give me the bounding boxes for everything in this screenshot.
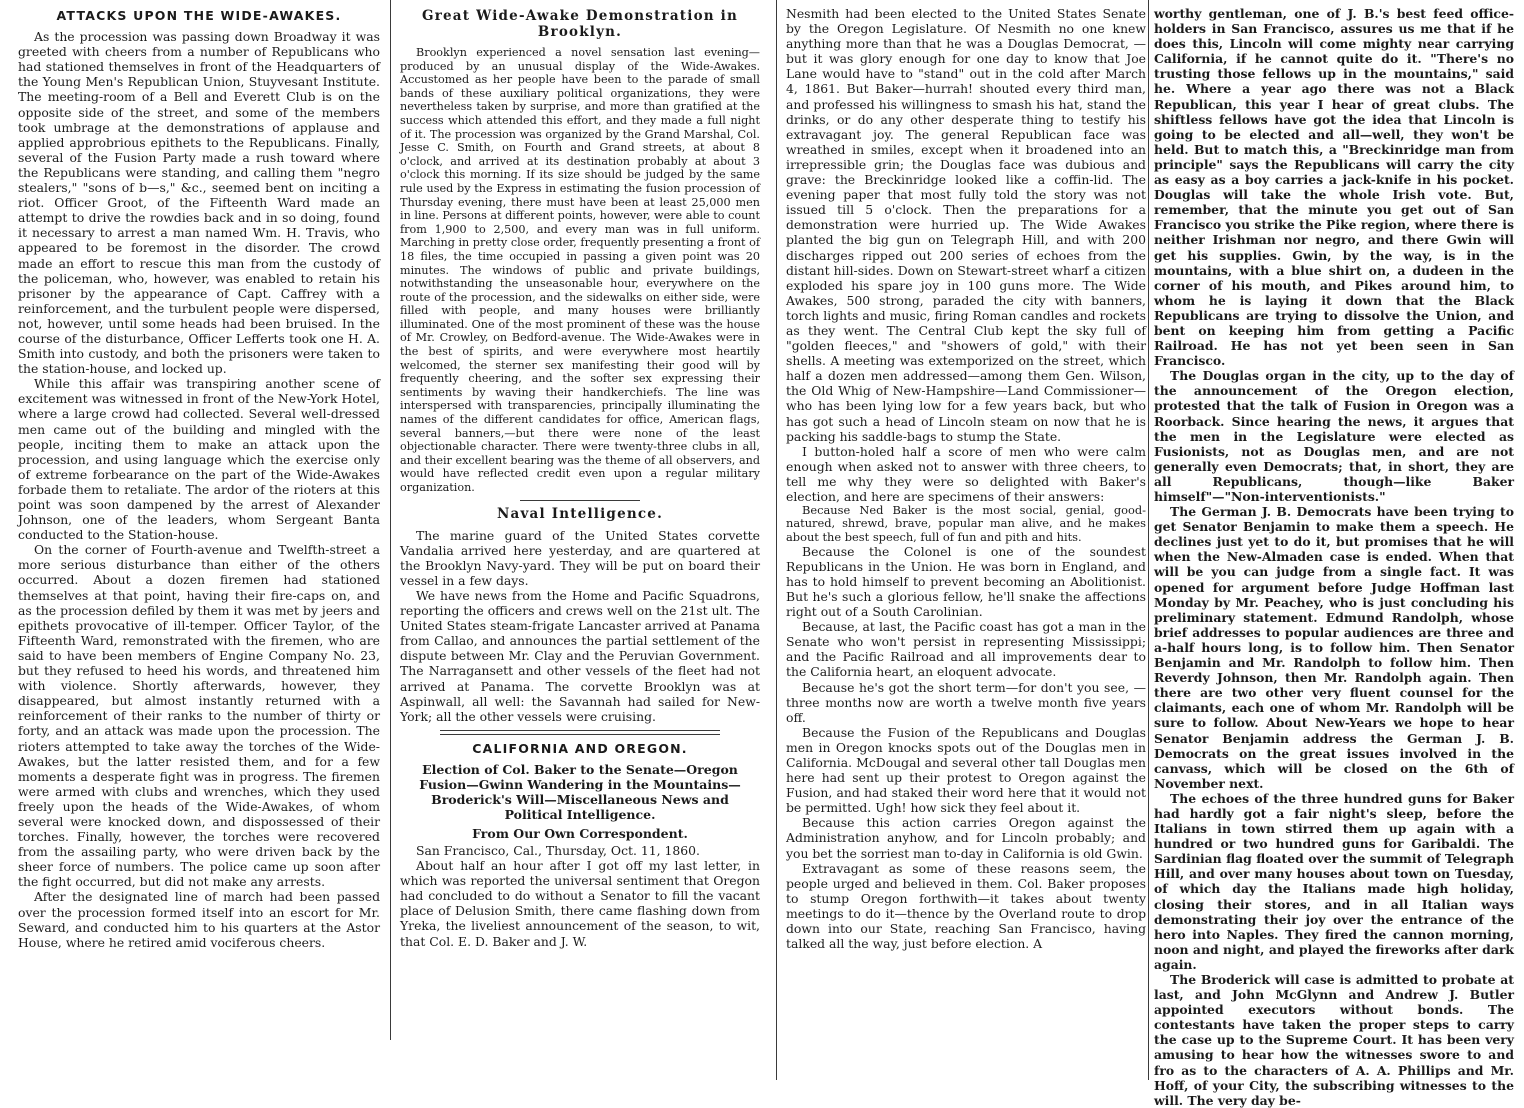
- column-2: [400, 6, 760, 1076]
- article-heading: Naval Intelligence.: [496, 505, 663, 522]
- article-heading: CALIFORNIA AND OREGON.: [472, 740, 688, 756]
- article-heading: ATTACKS UPON THE WIDE-AWAKES.: [56, 8, 342, 23]
- column-rule: [776, 0, 777, 1080]
- paragraph: After the designated line of march had been passed over the procession formed itself into an escort for Mr. Seward, and conducted him to his quarters at the Astor House, where he retired amid vociferous cheers.: [18, 889, 380, 950]
- paragraph: Because, at last, the Pacific coast has got a man in the Senate who won't persist in representing Mississippi; and the Pacific Railroad and all improvements dear to the California heart, an eloquent advocate.: [786, 619, 1146, 680]
- column-rule: [1148, 0, 1149, 1080]
- paragraph: Because the Fusion of the Republicans and Douglas men in Oregon knocks spots out of the Douglas men in California. McDougal and several other tall Douglas men here had sent up their protest to Oregon against the Fusion, and had staked their word here that it would not be permitted. Ugh! how sick they feel about it.: [786, 724, 1146, 816]
- paragraph: The German J. B. Democrats have been trying to get Senator Benjamin to make them a speech. He declines just yet to do it, but promises that he will when the New-Almaden case is ended. When that will be you can judge from a single fact. It was opened for argument before Judge Hoffman last Monday by Mr. Peachey, who is just concluding his preliminary statement. Edmund Randolph, whose brief addresses to popular audiences are three and a-half hours long, is to follow him. Then Senator Benjamin and Mr. Randolph to follow him. Then Reverdy Johnson, then Mr. Randolph again. Then there are two other very fluent counsel for the claimants, each one of whom Mr. Randolph will be sure to follow. About New-Years we hope to hear Senator Benjamin address the German J. B. Democrats on the great issues involved in the canvass, which will be closed on the 6th of November next.: [1154, 504, 1514, 791]
- paragraph: Nesmith had been elected to the United States Senate by the Oregon Legislature. Of Nesmith no one knew anything more than that he was a Douglas Democrat, —but it was glory enough for one day to know that Joe Lane would have to "stand" out in the cold after March 4, 1861. But Baker—hurrah! shouted every third man, and professed his willingness to smash his hat, stand the drinks, or do any other desperate thing to testify his extravagant joy. The general Republican face was wreathed in smiles, except when it broadened into an irrepressible grin; the Douglas face was dubious and grave: the Breckinridge looked like a coffin-lid. The evening paper that most fully told the story was not issued till 5 o'clock. Then the preparations for a demonstration were hurried up. The Wide Awakes planted the big gun on Telegraph Hill, and with 200 discharges ripped out 200 series of echoes from the distant hill-sides. Down on Stewart-street wharf a citizen exploded his spare joy in 100 guns more. The Wide Awakes, 500 strong, paraded the city with banners, torch lights and music, firing Roman candles and rockets as they went. The Central Club kept the sky full of "golden fleeces," and "showers of gold," with their shells. A meeting was extemporized on the street, which half a dozen men addressed—among them Gen. Wilson, the Old Whig of New-Hampshire—Land Commissioner—who has been lying low for a few years back, but who has got such a head of Lincoln steam on now that he is packing his saddle-bags to stump the State.: [786, 6, 1146, 444]
- divider: [520, 500, 640, 501]
- paragraph: The Broderick will case is admitted to probate at last, and John McGlynn and Andrew J. Butler appointed executors without bonds. The contestants have taken the proper steps to carry the case up to the Supreme Court. It has been very amusing to hear how the witnesses swore to and fro as to the characters of A. A. Phillips and Mr. Hoff, of your City, the subscribing witnesses to the will. The very day be-: [1154, 972, 1514, 1108]
- column-1: [18, 6, 380, 1076]
- article-subheading: Election of Col. Baker to the Senate—Oregon Fusion—Gwinn Wandering in the Mountains—Broderick's Will—Miscellaneous News and Political Intelligence.: [419, 761, 741, 822]
- paragraph: Because the Colonel is one of the soundest Republicans in the Union. He was born in England, and has to hold himself to prevent becoming an Abolitionist. But he's such a glorious fellow, he'll snake the affections right out of a South Carolinian.: [786, 543, 1146, 620]
- column-3: [786, 6, 1146, 1076]
- column-rule: [390, 0, 391, 1040]
- paragraph: worthy gentleman, one of J. B.'s best feed office-holders in San Francisco, assures us me that if he does this, Lincoln will come mighty near carrying California, if he cannot quite do it. "There's no trusting those fellows up in the mountains," said he. Where a year ago there was not a Black Republican, this year I hear of great clubs. The shiftless fellows have got the idea that Lincoln is going to be elected and all—well, they won't be held. But to match this, a "Breckinridge man from principle" says the Republicans will carry the city as easy as a boy carries a jack-knife in his pocket. Douglas will take the whole Irish vote. But, remember, that the minute you get out of San Francisco you strike the Pike region, where there is neither Irishman nor negro, and there Gwin will get his supplies. Gwin, by the way, is in the mountains, with a blue shirt on, a dudeen in the corner of his mouth, and Pikes around him, to whom he is laying it down that the Black Republicans are trying to dissolve the Union, and bent on keeping him from getting a Pacific Railroad. He has not yet been seen in San Francisco.: [1154, 6, 1514, 369]
- paragraph: The echoes of the three hundred guns for Baker had hardly got a fair night's sleep, before the Italians in town stirred them up again with a hundred or two hundred guns for Garibaldi. The Sardinian flag floated over the summit of Telegraph Hill, and over many houses about town on Tuesday, of which day the Italians made high holiday, closing their stores, and in all Italian ways demonstrating their joy over the entrance of the hero into Naples. They fired the cannon morning, noon and night, and played the fireworks after dark again.: [1154, 790, 1514, 972]
- paragraph: About half an hour after I got off my last letter, in which was reported the universal sentiment that Oregon had concluded to do without a Senator to fill the vacant place of Delusion Smith, there came flashing down from Yreka, the liveliest announcement of the season, to wit, that Col. E. D. Baker and J. W.: [400, 858, 760, 949]
- paragraph: The marine guard of the United States corvette Vandalia arrived here yesterday, and are quartered at the Brooklyn Navy-yard. They will be put on board their vessel in a few days.: [400, 527, 760, 588]
- column-4: [1154, 6, 1514, 1108]
- paragraph: Because this action carries Oregon against the Administration anyhow, and for Lincoln probably; and you bet the sorriest man to-day in California is old Gwin.: [786, 815, 1146, 861]
- divider: [440, 730, 720, 735]
- paragraph: Brooklyn experienced a novel sensation last evening—produced by an unusual display of the Wide-Awakes. Accustomed as her people have been to the parade of small bands of these auxiliary political organizations, they were nevertheless taken by surprise, and more than gratified at the success which attended this effort, and they made a full night of it. The procession was organized by the Grand Marshal, Col. Jesse C. Smith, on Fourth and Grand streets, at about 8 o'clock, and arrived at its destination probably at about 3 o'clock this morning. If its size should be judged by the same rule used by the Express in estimating the fusion procession of Thursday evening, there must have been at least 25,000 men in line. Persons at different points, however, were able to count from 1,900 to 2,500, and every man was in full uniform. Marching in pretty close order, frequently presenting a front of 18 files, the time occupied in passing a given point was 20 minutes. The windows of public and private buildings, notwithstanding the unseasonable hour, everywhere on the route of the procession, and the sidewalks on either side, were filled with people, and many houses were brilliantly illuminated. One of the most prominent of these was the house of Mr. Crowley, on Bedford-avenue. The Wide-Awakes were in the best of spirits, and were everywhere most heartily welcomed, the sterner sex manifesting their good will by frequently cheering, and the softer sex expressing their sentiments by waving their handkerchiefs. The line was interspersed with transparencies, principally illuminating the names of the different candidates for office, American flags, several banners,—but there were none of the least objectionable character. There were twenty-three clubs in all, and their excellent bearing was the theme of all observers, and would have reflected credit even upon a regular military organization.: [400, 46, 761, 494]
- correspondent-line: From Our Own Correspondent.: [472, 825, 688, 841]
- article-heading: Great Wide-Awake Demonstration in Brooklyn.: [421, 8, 739, 40]
- paragraph: Because he's got the short term—for don't you see, —three months now are worth a twelve month five years off.: [786, 679, 1146, 725]
- paragraph: Extravagant as some of these reasons seem, the people urged and believed in them. Col. Baker proposes to stump Oregon forthwith—it takes about twenty meetings to do it—thence by the Overland route to drop down into our State, reaching San Francisco, having talked all the way, just before election. A: [786, 860, 1146, 952]
- paragraph: On the corner of Fourth-avenue and Twelfth-street a more serious disturbance than either of the others occurred. About a dozen firemen had stationed themselves at that point, having their fire-caps on, and as the procession defiled by them it was met by jeers and epithets provocative of ill-temper. Officer Taylor, of the Fifteenth Ward, remonstrated with the firemen, who are said to have been members of Engine Company No. 23, but they refused to heed his words, and threatened him with violence. Shortly afterwards, however, they disappeared, but almost instantly returned with a reinforcement of their ranks to the number of thirty or forty, and an attack was made upon the procession. The rioters attempted to take away the torches of the Wide-Awakes, but the latter resisted them, and for a few moments a desperate fight was in progress. The firemen were armed with clubs and wrenches, which they used freely upon the heads of the Wide-Awakes, of whom several were knocked down, and dispossessed of their torches. Finally, however, the torches were recovered from the assailing party, who were driven back by the sheer force of numbers. The police came up soon after the fight occurred, but did not make any arrests.: [18, 542, 380, 890]
- paragraph: The Douglas organ in the city, up to the day of the announcement of the Oregon election, protested that the talk of Fusion in Oregon was a Roorback. Since hearing the news, it argues that the men in the Legislature were elected as Fusionists, not as Douglas men, and are not generally even Democrats; that, in short, they are all Republicans, though—like Baker himself"—"Non-interventionists.": [1154, 368, 1514, 504]
- paragraph: As the procession was passing down Broadway it was greeted with cheers from a number of Republicans who had stationed themselves in front of the Headquarters of the Young Men's Republican Union, Stuyvesant Institute. The meeting-room of a Bell and Everett Club is on the opposite side of the street, and some of the members took umbrage at the demonstrations of applause and applied approbrious epithets to the Republicans. Finally, several of the Fusion Party made a rush toward where the Republicans were standing, and calling them "negro stealers," "sons of b—s," &c., seemed bent on inciting a riot. Officer Groot, of the Fifteenth Ward made an attempt to drive the rowdies back and in so doing, found it necessary to arrest a man named Wm. H. Travis, who appeared to be foremost in the disorder. The crowd made an effort to rescue this man from the custody of the policeman, who, however, was enabled to retain his prisoner by the appearance of Capt. Caffrey with a reinforcement, and the turbulent people were dispersed, not, however, until some heads had been bruised. In the course of the disturbance, Officer Lefferts took one H. A. Smith into custody, and both the prisoners were taken to the station-house, and locked up.: [18, 29, 380, 377]
- paragraph: We have news from the Home and Pacific Squadrons, reporting the officers and crews well on the 21st ult. The United States steam-frigate Lancaster arrived at Panama from Callao, and announces the partial settlement of the dispute between Mr. Clay and the Peruvian Government. The Narragansett and other vessels of the fleet had not arrived at Panama. The corvette Brooklyn was at Aspinwall, all well: the Savannah had sailed for New-York; all the other vessels were cruising.: [400, 587, 760, 724]
- paragraph: Because Ned Baker is the most social, genial, good-natured, shrewd, brave, popular man alive, and he makes about the best speech, full of fun and pith and hits.: [786, 503, 1146, 544]
- paragraph: I button-holed half a score of men who were calm enough when asked not to answer with three cheers, to tell me why they were so delighted with Baker's election, and here are specimens of their answers:: [786, 443, 1146, 504]
- paragraph: While this affair was transpiring another scene of excitement was witnessed in front of the New-York Hotel, where a large crowd had collected. Several well-dressed men came out of the building and mingled with the people, inciting them to make an attack upon the procession, and using language which the exercise only of extreme forbearance on the part of the Wide-Awakes forbade them to retaliate. The ardor of the rioters at this point was soon dampened by the arrest of Alexander Johnson, one of the leaders, whom Sergeant Banta conducted to the Station-house.: [18, 376, 380, 543]
- dateline: San Francisco, Cal., Thursday, Oct. 11, 1860.: [416, 843, 700, 858]
